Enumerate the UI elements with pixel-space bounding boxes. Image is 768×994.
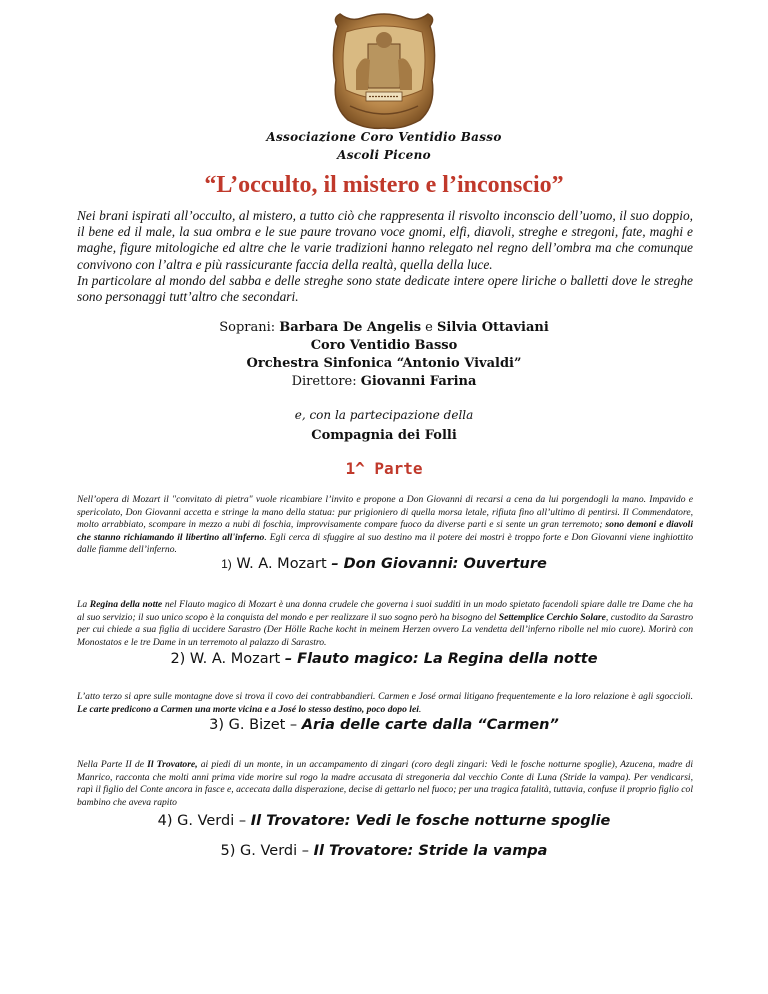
piece-number: 1) [221,557,232,571]
piece-work: – Flauto magico: La Regina della notte [284,651,598,667]
piece-description: La Regina della notte nel Flauto magico di Mozart è una donna crudele che governa i suoi sudditi in un modo spietato facendoli spiare dalle tre Dame che ha al suo servizio; il suo unico scopo è la conquista del mondo e per realizzare il suo sogno però ha bisogno del Settemplice Cerchio Solare, custodito da Sarastro per cui chiede a sua figlia di uccidere Sarastro (Der Hölle Rache kocht in meinem Herzen ovvero La vendetta dell’inferno ribolle nel mio cuore). Morirà con Monostatos e le tre Dame in un terremoto al palazzo di Sarastro. [77,599,694,648]
piece-description: L’atto terzo si apre sulle montagne dove si trova il covo dei contrabbandieri. Carmen e José ormai litigano frequentemente e la loro relazione è agli sgoccioli. Le carte predicono a Carmen una morte vicina e a José lo stesso destino, poco dopo lei. [77,691,693,715]
piece-title [0,813,768,829]
intro-paragraph: In particolare al mondo del sabba e delle streghe sono state dedicate intere opere liriche o balletti dove le streghe sono personaggi tutt’altro che secondari. [77,272,693,305]
concert-title: “L’occulto, il mistero e l’inconscio” [204,172,564,198]
association-logo [328,10,440,132]
piece-composer: W. A. Mozart [185,651,285,667]
piece-composer: G. Verdi – [235,843,314,859]
piece-number: 2) [170,651,186,667]
participation-line: e, con la partecipazione della [294,408,474,422]
piece-title [0,651,768,667]
orchestra-name: Orchestra Sinfonica “Antonio Vivaldi” [246,356,522,371]
orchestra-line [0,356,768,371]
piece-work: – Don Giovanni: Ouverture [331,556,547,572]
company-name: Compagnia dei Folli [311,428,457,443]
piece-work: Aria delle carte dalla “Carmen” [301,717,559,733]
soprani-label: Soprani: [219,320,280,335]
piece-number: 5) [220,843,236,859]
piece-number: 3) [209,717,225,733]
piece-work: Il Trovatore: Vedi le fosche notturne spoglie [250,813,611,829]
association-name: Associazione Coro Ventidio Basso [266,130,502,144]
director-line [0,374,768,389]
director-label: Direttore: [291,374,361,389]
part-heading: 1^ Parte [345,459,423,478]
piece-composer: G. Verdi – [172,813,251,829]
piece-composer: W. A. Mozart [231,556,332,572]
piece-number: 4) [157,813,173,829]
piece-title [0,843,768,859]
choir-line [0,338,768,353]
piece-composer: G. Bizet – [224,717,302,733]
conjunction: e [421,320,437,335]
association-city: Ascoli Piceno [337,148,431,162]
piece-title [0,717,768,733]
soprani-line [0,320,768,335]
piece-work: Il Trovatore: Stride la vampa [313,843,548,859]
piece-description: Nella Parte II de Il Trovatore, ai piedi di un monte, in un accampamento di zingari (coro degli zingari: Vedi le fosche notturne spoglie), Azucena, madre di Manrico, racconta che molti anni prima vide morire sul rogo la madre accusata di stregoneria dal vecchio Conte di Luna (Stride la vampa). Per vendicarsi, rapì il figlio del Conte ancora in fasce e, accecata dalla disperazione, decise di gettarlo nel fuoco; per una tragica fatalità, tuttavia, confuse il proprio figlio col bambino che aveva rapito [77,759,693,808]
piece-description: Nell’opera di Mozart il "convitato di pietra" vuole ricambiare l’invito e propone a Don Giovanni di recarsi a cena da lui porgendogli la mano. Impavido e spericolato, Don Giovanni accetta e stringe la mano della statua: pur prigioniero di quella morsa letale, rifiuta fino all’ultimo di pentirsi. Il Commendatore, molto arrabbiato, scompare in mezzo a nubi di foschia, improvvisamente compare fuoco da diverse parti e si sente un gran terremoto; sono demoni e diavoli che stanno richiamando il libertino all'inferno. Egli cerca di sfuggire al suo destino ma il potere dei mostri è troppo forte e Don Giovanni viene inghiottito dalle fiamme dell’inferno. [77,494,693,556]
soprano-name: Barbara De Angelis [279,320,422,335]
soprano-name: Silvia Ottaviani [437,320,549,335]
piece-title [0,556,768,572]
choir-name: Coro Ventidio Basso [310,338,458,353]
intro-paragraph: Nei brani ispirati all’occulto, al mistero, a tutto ciò che rappresenta il risvolto inconscio dell’uomo, il suo doppio, il bene ed il male, la sua ombra e le sue paure trovano voce gnomi, elfi, diavoli, streghe e stregoni, fate, maghi e maghe, figure mitologiche ed altre che le varie tradizioni hanno relegato nel regno dell’ombra ma che comunque convivono con l’altra e più rassicurante faccia della realtà, quella della luce. [77,208,693,272]
introduction [77,208,693,305]
director-name: Giovanni Farina [360,374,477,389]
